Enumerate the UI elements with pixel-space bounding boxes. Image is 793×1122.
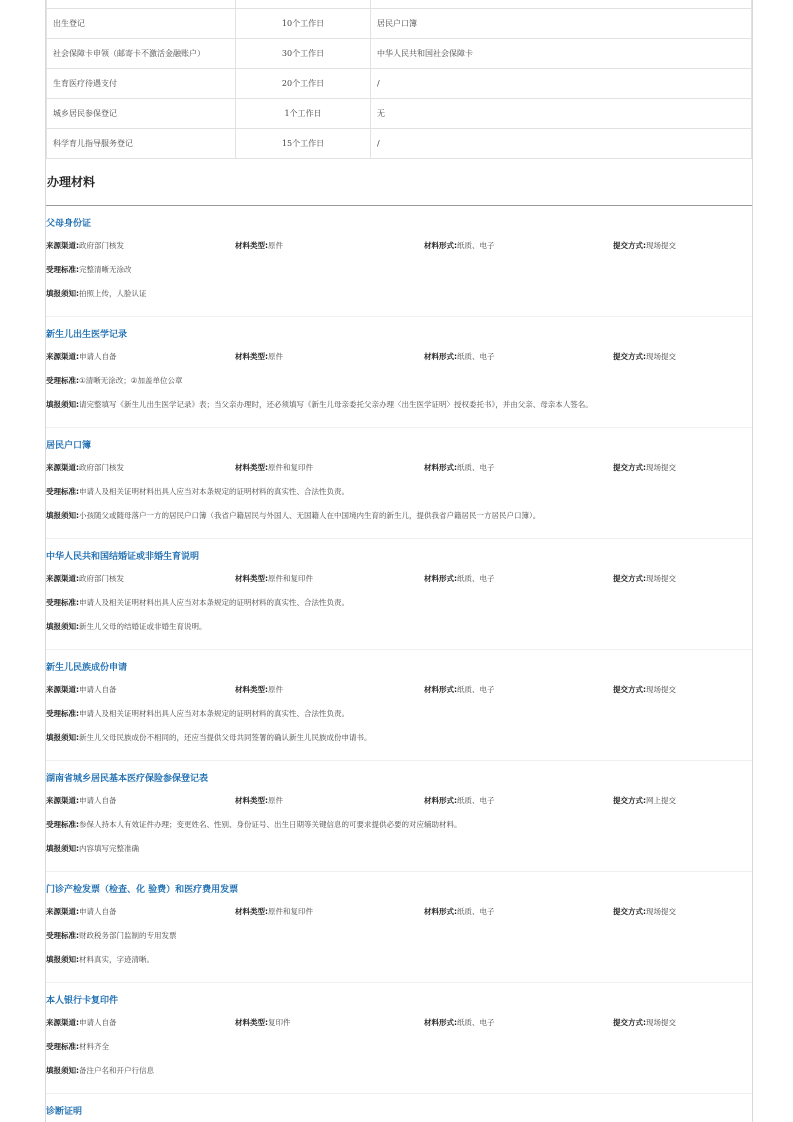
item-name-cell: 生育医疗待遇支付 [47, 69, 236, 99]
standard-row: 受理标准:①清晰无涂改；②加盖单位公章 [46, 376, 183, 385]
item-result-cell: / [371, 129, 752, 159]
submit-field: 提交方式:现场提交 [613, 1018, 676, 1027]
material-name-link[interactable]: 新生儿出生医学记录 [46, 330, 128, 340]
material-card [46, 872, 752, 983]
item-time-cell: 20个工作日 [236, 69, 371, 99]
item-result-cell: 无 [371, 99, 752, 129]
submit-field: 提交方式:现场提交 [613, 685, 676, 694]
item-name-cell: 社会保障卡申领（邮寄卡不激活金融账户） [47, 39, 236, 69]
source-field: 来源渠道:申请人自备 [46, 907, 117, 916]
standard-row: 受理标准:申请人及相关证明材料出具人应当对本条规定的证明材料的真实性、合法性负责。 [46, 598, 349, 607]
item-time-cell [236, 0, 371, 9]
material-name-link[interactable]: 中华人民共和国结婚证或非婚生育说明 [46, 552, 200, 562]
table-row [47, 0, 752, 9]
source-field: 来源渠道:申请人自备 [46, 685, 117, 694]
notes-row: 填报须知:新生儿父母的结婚证或非婚生育说明。 [46, 622, 207, 631]
material-card [46, 650, 752, 761]
type-field: 材料类型:原件和复印件 [235, 574, 313, 583]
material-card [46, 206, 752, 317]
notes-row: 填报须知:新生儿父母民族成份不相同的，还应当提供父母共同签署的确认新生儿民族成份申请书。 [46, 733, 372, 742]
item-result-cell: 中华人民共和国社会保障卡 [371, 39, 752, 69]
table-row [47, 39, 752, 69]
item-time-cell: 10个工作日 [236, 9, 371, 39]
material-card [46, 428, 752, 539]
form-field: 材料形式:纸质、电子 [424, 796, 495, 805]
standard-row: 受理标准:申请人及相关证明材料出具人应当对本条规定的证明材料的真实性、合法性负责。 [46, 709, 349, 718]
material-name-link[interactable]: 新生儿民族成份申请 [46, 663, 128, 673]
item-name-cell: 科学育儿指导服务登记 [47, 129, 236, 159]
material-name-link[interactable]: 父母身份证 [46, 219, 92, 229]
submit-field: 提交方式:现场提交 [613, 241, 676, 250]
notes-row: 填报须知:材料真实，字迹清晰。 [46, 955, 154, 964]
form-field: 材料形式:纸质、电子 [424, 352, 495, 361]
type-field: 材料类型:复印件 [235, 1018, 291, 1027]
item-result-cell [371, 0, 752, 9]
material-card [46, 761, 752, 872]
page-sheet [45, 0, 753, 1122]
item-time-cell: 30个工作日 [236, 39, 371, 69]
table-row [47, 129, 752, 159]
submit-field: 提交方式:现场提交 [613, 352, 676, 361]
type-field: 材料类型:原件和复印件 [235, 463, 313, 472]
form-field: 材料形式:纸质、电子 [424, 241, 495, 250]
item-time-cell: 1个工作日 [236, 99, 371, 129]
material-card [46, 317, 752, 428]
standard-row: 受理标准:材料齐全 [46, 1042, 109, 1051]
item-name-cell: 城乡居民参保登记 [47, 99, 236, 129]
submit-field: 提交方式:现场提交 [613, 463, 676, 472]
submit-field: 提交方式:网上提交 [613, 796, 676, 805]
source-field: 来源渠道:政府部门核发 [46, 241, 124, 250]
notes-row: 填报须知:拍照上传，人脸认证 [46, 289, 147, 298]
form-field: 材料形式:纸质、电子 [424, 574, 495, 583]
table-row [47, 99, 752, 129]
service-items-table [46, 0, 752, 159]
form-field: 材料形式:纸质、电子 [424, 907, 495, 916]
item-result-cell: / [371, 69, 752, 99]
notes-row: 填报须知:备注户名和开户行信息 [46, 1066, 154, 1075]
table-row [47, 69, 752, 99]
table-row [47, 9, 752, 39]
form-field: 材料形式:纸质、电子 [424, 1018, 495, 1027]
notes-row: 填报须知:内容填写完整准确 [46, 844, 139, 853]
material-name-link[interactable]: 本人银行卡复印件 [46, 996, 119, 1006]
material-card [46, 983, 752, 1094]
standard-row: 受理标准:完整清晰无涂改 [46, 265, 132, 274]
source-field: 来源渠道:政府部门核发 [46, 463, 124, 472]
item-result-cell: 居民户口簿 [371, 9, 752, 39]
material-name-link[interactable]: 居民户口簿 [46, 441, 92, 451]
submit-field: 提交方式:现场提交 [613, 574, 676, 583]
material-name-link[interactable]: 湖南省城乡居民基本医疗保险参保登记表 [46, 774, 209, 784]
source-field: 来源渠道:申请人自备 [46, 796, 117, 805]
submit-field: 提交方式:现场提交 [613, 907, 676, 916]
item-name-cell: 出生登记 [47, 9, 236, 39]
material-card [46, 539, 752, 650]
source-field: 来源渠道:政府部门核发 [46, 574, 124, 583]
source-field: 来源渠道:申请人自备 [46, 1018, 117, 1027]
type-field: 材料类型:原件 [235, 796, 283, 805]
form-field: 材料形式:纸质、电子 [424, 463, 495, 472]
material-card [46, 1094, 752, 1122]
standard-row: 受理标准:申请人及相关证明材料出具人应当对本条规定的证明材料的真实性、合法性负责。 [46, 487, 349, 496]
type-field: 材料类型:原件 [235, 241, 283, 250]
type-field: 材料类型:原件 [235, 685, 283, 694]
notes-row: 填报须知:请完整填写《新生儿出生医学记录》表；当父亲办理时，还必须填写《新生儿母亲委托父亲办理〈出生医学证明〉授权委托书》，并由父亲、母亲本人签名。 [46, 400, 593, 409]
item-name-cell [47, 0, 236, 9]
materials-section-title: 办理材料 [46, 159, 752, 206]
standard-row: 受理标准:参保人持本人有效证件办理；变更姓名、性别、身份证号、出生日期等关键信息的可要求提供必要的对应辅助材料。 [46, 820, 462, 829]
source-field: 来源渠道:申请人自备 [46, 352, 117, 361]
notes-row: 填报须知:小孩随父或随母落户一方的居民户口簿（我省户籍居民与外国人、无国籍人在中国境内生育的新生儿，提供我省户籍居民一方居民户口簿）。 [46, 511, 541, 520]
standard-row: 受理标准:财政税务部门监制的专用发票 [46, 931, 177, 940]
type-field: 材料类型:原件 [235, 352, 283, 361]
type-field: 材料类型:原件和复印件 [235, 907, 313, 916]
material-name-link[interactable]: 诊断证明 [46, 1107, 83, 1117]
item-time-cell: 15个工作日 [236, 129, 371, 159]
form-field: 材料形式:纸质、电子 [424, 685, 495, 694]
material-name-link[interactable]: 门诊产检发票（检查、化 验费）和医疗费用发票 [46, 885, 239, 895]
